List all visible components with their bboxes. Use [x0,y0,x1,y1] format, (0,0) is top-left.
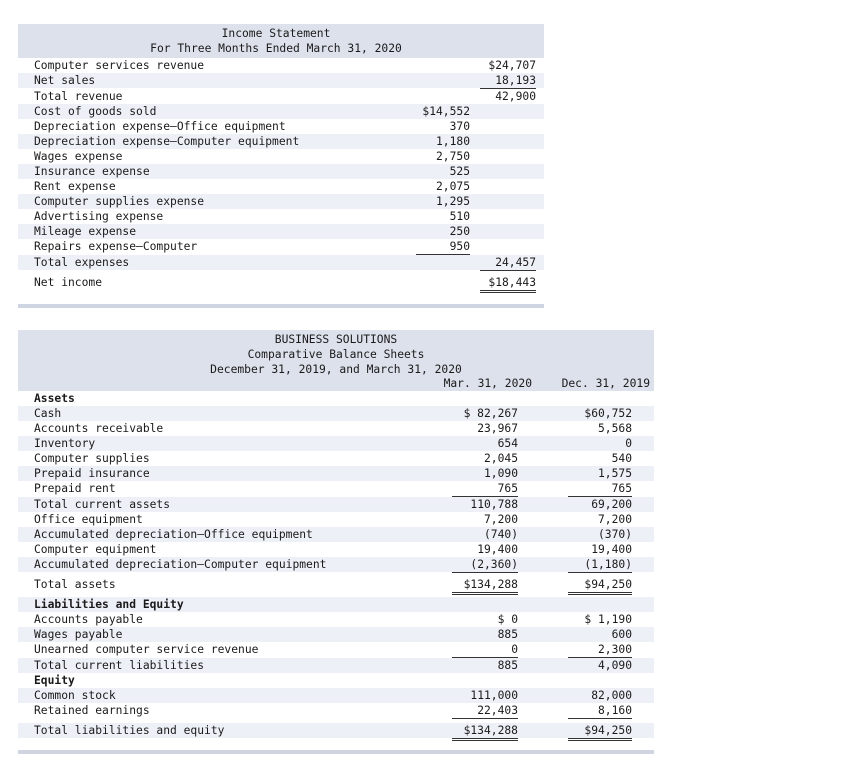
income-row-label: Total expenses [34,256,130,269]
income-row [18,239,544,254]
balance-amount-dec-2019: 0 [625,437,632,450]
balance-row [18,391,654,406]
income-header [18,24,544,58]
income-row [18,209,544,224]
col-header-mar-2020: Mar. 31, 2020 [443,377,532,390]
income-period: For Three Months Ended March 31, 2020 [150,42,402,55]
balance-amount-mar-2020: 2,045 [483,452,518,465]
income-row [18,149,544,164]
balance-amount-mar-2020: $134,288 [452,723,518,741]
balance-amount-dec-2019: $94,250 [568,723,632,741]
income-row [18,224,544,239]
income-row-label: Net sales [34,74,96,87]
income-row [18,104,544,119]
balance-row-label: Total liabilities and equity [34,724,225,737]
balance-row-label: Accumulated depreciation—Office equipment [34,528,313,541]
income-amount-inner: 510 [449,210,470,223]
balance-row [18,723,654,738]
income-row-label: Wages expense [34,150,123,163]
income-row [18,73,544,88]
balance-amount-dec-2019: 600 [611,628,632,641]
balance-row [18,512,654,527]
balance-row [18,421,654,436]
balance-row-label: Cash [34,407,62,420]
balance-row [18,658,654,673]
balance-amount-dec-2019: 5,568 [597,422,632,435]
balance-amount-mar-2020: 765 [452,481,518,497]
income-amount-inner: 1,295 [435,195,470,208]
balance-amount-mar-2020: 0 [452,642,518,658]
balance-row [18,642,654,657]
company-name: BUSINESS SOLUTIONS [274,333,398,346]
balance-row [18,406,654,421]
balance-row [18,436,654,451]
balance-row-label: Prepaid rent [34,482,116,495]
balance-title: Comparative Balance Sheets [247,348,425,361]
balance-row [18,688,654,703]
income-amount-inner: $14,552 [422,105,470,118]
balance-amount-dec-2019: 7,200 [597,513,632,526]
balance-row-label: Wages payable [34,628,123,641]
income-row-label: Net income [34,276,103,289]
balance-amount-mar-2020: 111,000 [470,689,518,702]
balance-row [18,451,654,466]
balance-row-label: Office equipment [34,513,143,526]
income-amount-outer: 18,193 [480,73,536,89]
balance-amount-mar-2020: 885 [497,659,518,672]
balance-row-label: Accumulated depreciation—Computer equipment [34,558,327,571]
balance-row-label: Total current liabilities [34,659,205,672]
column-header-row [18,376,654,391]
income-amount-outer: 24,457 [480,255,536,271]
income-title: Income Statement [221,27,331,40]
balance-row-label: Unearned computer service revenue [34,643,259,656]
balance-amount-mar-2020: 885 [497,628,518,641]
balance-amount-mar-2020: 22,403 [452,703,518,719]
balance-row [18,577,654,592]
income-row-label: Rent expense [34,180,116,193]
balance-row-label: Inventory [34,437,96,450]
income-row [18,194,544,209]
balance-row-label: Accounts receivable [34,422,164,435]
balance-row-label: Equity [34,674,75,687]
income-statement [18,24,544,308]
balance-amount-dec-2019: $94,250 [568,577,632,595]
balance-row-label: Total assets [34,578,116,591]
income-row [18,119,544,134]
balance-row-label: Computer supplies [34,452,150,465]
income-row [18,164,544,179]
balance-amount-mar-2020: (2,360) [452,557,518,573]
income-row [18,179,544,194]
income-amount-inner: 1,180 [435,135,470,148]
income-row-label: Insurance expense [34,165,150,178]
balance-amount-mar-2020: 110,788 [470,498,518,511]
balance-row [18,497,654,512]
balance-row [18,557,654,572]
income-row-label: Advertising expense [34,210,164,223]
balance-dates: December 31, 2019, and March 31, 2020 [210,363,462,376]
income-row-label: Mileage expense [34,225,137,238]
balance-amount-dec-2019: $60,752 [584,407,632,420]
col-header-dec-2019: Dec. 31, 2019 [561,377,650,390]
balance-amount-dec-2019: 540 [611,452,632,465]
balance-row [18,612,654,627]
income-row [18,134,544,149]
balance-sheet [18,330,654,754]
balance-row [18,627,654,642]
balance-row-label: Common stock [34,689,116,702]
income-amount-inner: 950 [416,239,470,255]
balance-row [18,481,654,496]
balance-row [18,527,654,542]
balance-row-label: Liabilities and Equity [34,598,184,611]
balance-amount-dec-2019: 2,300 [568,642,632,658]
income-amount-outer: $18,443 [480,275,536,293]
income-row [18,89,544,104]
balance-row-label: Assets [34,392,75,405]
balance-row [18,673,654,688]
balance-bottom-rule [18,750,654,754]
balance-amount-dec-2019: 4,090 [597,659,632,672]
income-row-label: Total revenue [34,90,123,103]
income-row [18,255,544,270]
balance-amount-mar-2020: 654 [497,437,518,450]
balance-row-label: Total current assets [34,498,171,511]
balance-amount-dec-2019: 69,200 [591,498,632,511]
balance-row [18,466,654,481]
balance-amount-mar-2020: $ 0 [497,613,518,626]
income-row-label: Depreciation expense—Computer equipment [34,135,300,148]
balance-row [18,597,654,612]
income-row-label: Repairs expense—Computer [34,240,198,253]
income-row-label: Computer supplies expense [34,195,205,208]
balance-amount-mar-2020: $134,288 [452,577,518,595]
balance-row-label: Computer equipment [34,543,157,556]
balance-amount-dec-2019: 8,160 [568,703,632,719]
balance-amount-dec-2019: (370) [597,528,632,541]
balance-amount-mar-2020: (740) [483,528,518,541]
income-row-label: Depreciation expense—Office equipment [34,120,286,133]
balance-amount-dec-2019: 82,000 [591,689,632,702]
balance-amount-mar-2020: 19,400 [477,543,518,556]
balance-row-label: Prepaid insurance [34,467,150,480]
balance-amount-mar-2020: $ 82,267 [463,407,518,420]
income-row [18,58,544,73]
balance-amount-mar-2020: 7,200 [483,513,518,526]
balance-row [18,542,654,557]
income-amount-inner: 250 [449,225,470,238]
income-amount-inner: 370 [449,120,470,133]
income-bottom-rule [18,304,544,308]
income-row-label: Computer services revenue [34,59,205,72]
income-amount-inner: 2,075 [435,180,470,193]
balance-amount-dec-2019: $ 1,190 [584,613,632,626]
balance-amount-mar-2020: 1,090 [483,467,518,480]
balance-amount-dec-2019: (1,180) [568,557,632,573]
balance-row-label: Accounts payable [34,613,143,626]
balance-row [18,703,654,718]
balance-row-label: Retained earnings [34,704,150,717]
balance-amount-dec-2019: 19,400 [591,543,632,556]
income-amount-inner: 2,750 [435,150,470,163]
balance-amount-mar-2020: 23,967 [477,422,518,435]
balance-amount-dec-2019: 765 [568,481,632,497]
income-amount-inner: 525 [449,165,470,178]
income-row-label: Cost of goods sold [34,105,157,118]
income-amount-outer: 42,900 [495,90,536,103]
balance-amount-dec-2019: 1,575 [597,467,632,480]
income-amount-outer: $24,707 [488,59,536,72]
income-row [18,275,544,290]
